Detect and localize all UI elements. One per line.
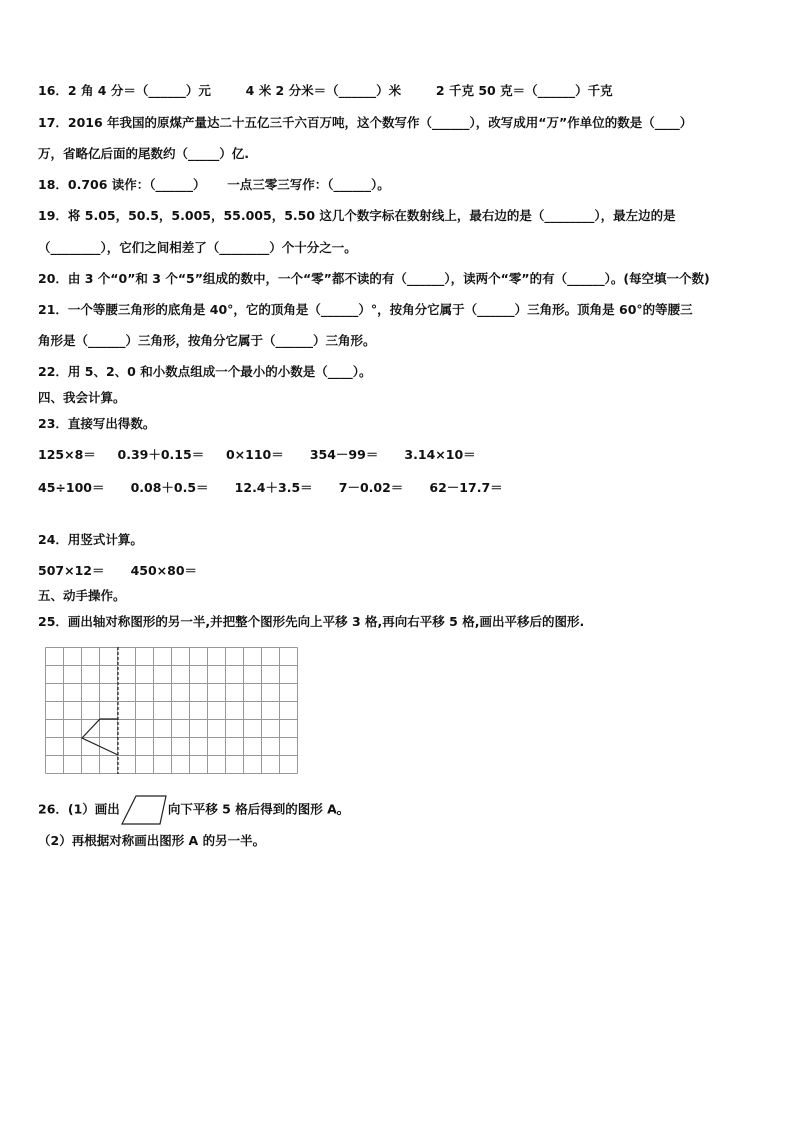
section-5-heading: 五、动手操作。 bbox=[38, 588, 126, 603]
question-25: 25．画出轴对称图形的另一半,并把整个图形先向上平移 3 格,再向右平移 5 格,画出平移后的图形. bbox=[38, 614, 585, 629]
question-23: 23．直接写出得数。 bbox=[38, 416, 156, 431]
question-19-line2: （________），它们之间相差了（________）个十分之一。 bbox=[38, 240, 357, 255]
grid-figure bbox=[45, 647, 299, 779]
question-26-part2: （2）再根据对称画出图形 A 的另一半。 bbox=[38, 833, 266, 848]
question-26-part1 bbox=[38, 794, 349, 826]
question-24: 24．用竖式计算。 bbox=[38, 532, 143, 547]
q26-part1-prefix: 26．(1）画出 bbox=[38, 801, 120, 817]
question-18: 18．0.706 读作：（______） 一点三零三写作：（______）。 bbox=[38, 177, 390, 192]
q26-part1-suffix: 向下平移 5 格后得到的图形 A。 bbox=[167, 801, 350, 817]
question-17-line2: 万，省略亿后面的尾数约（_____）亿. bbox=[38, 146, 249, 161]
calc-row-1: 125×8＝ 0.39＋0.15＝ 0×110＝ 354－99＝ 3.14×10＝ bbox=[38, 447, 476, 462]
section-4-heading: 四、我会计算。 bbox=[38, 390, 126, 405]
question-17-line1: 17．2016 年我国的原煤产量达二十五亿三千六百万吨，这个数写作（______），改写成用“万”作单位的数是（____） bbox=[38, 115, 693, 130]
square-grid bbox=[45, 647, 299, 775]
question-21-line1: 21．一个等腰三角形的底角是 40°，它的顶角是（______）°，按角分它属于（______）三角形。顶角是 60°的等腰三 bbox=[38, 302, 693, 317]
calc-row-3: 507×12＝ 450×80＝ bbox=[38, 563, 198, 578]
question-16: 16．2 角 4 分＝（______）元 4 米 2 分米＝（______）米 2 千克 50 克＝（______）千克 bbox=[38, 83, 613, 98]
question-22: 22．用 5、2、0 和小数点组成一个最小的小数是（____）。 bbox=[38, 364, 372, 379]
question-20: 20．由 3 个“0”和 3 个“5”组成的数中，一个“零”都不读的有（______），读两个“零”的有（______）。(每空填一个数) bbox=[38, 271, 710, 286]
parallelogram-icon bbox=[120, 794, 168, 826]
calc-row-2: 45÷100＝ 0.08＋0.5＝ 12.4＋3.5＝ 7－0.02＝ 62－17.7＝ bbox=[38, 480, 503, 495]
question-21-line2: 角形是（______）三角形，按角分它属于（______）三角形。 bbox=[38, 333, 376, 348]
question-19-line1: 19．将 5.05，50.5，5.005，55.005，5.50 这几个数字标在数射线上，最右边的是（________），最左边的是 bbox=[38, 208, 676, 223]
